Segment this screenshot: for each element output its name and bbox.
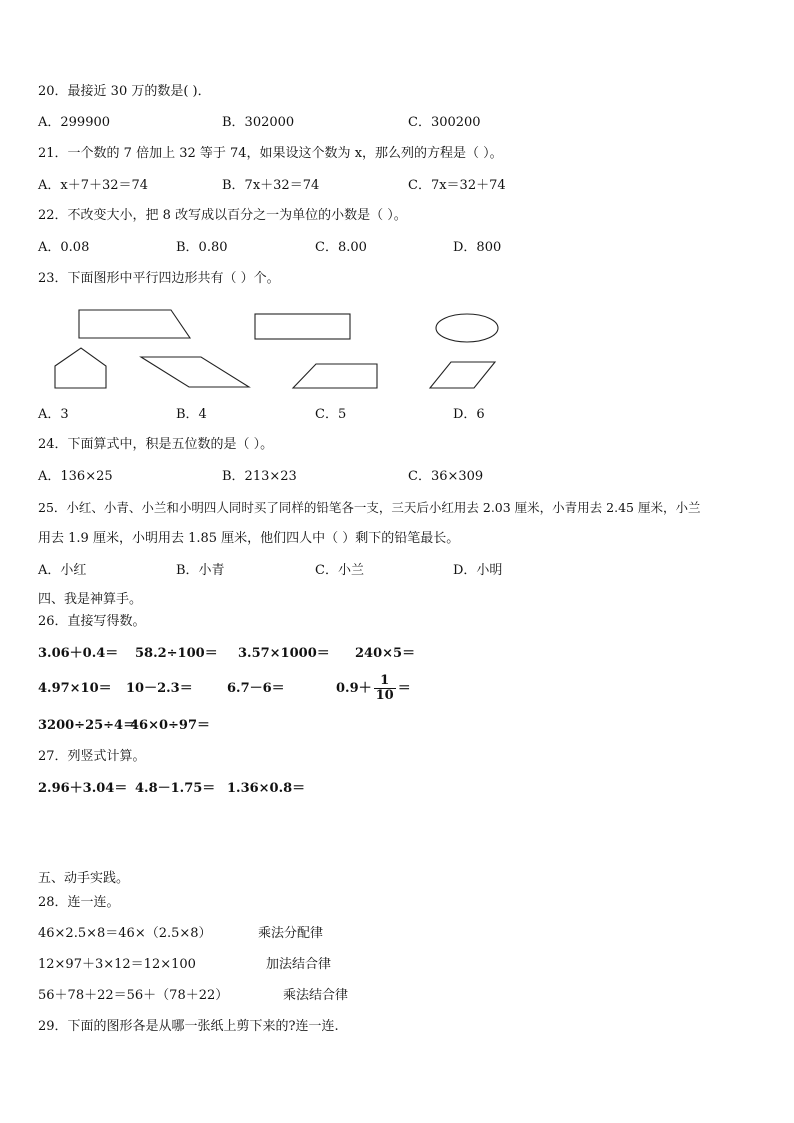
q26-expr-1: 3.06＋0.4＝	[38, 646, 119, 661]
q22-option-d[interactable]: D．800	[453, 240, 502, 255]
q21-stem: 21．一个数的 7 倍加上 32 等于 74，如果设这个数为 x，那么列的方程是（ ）。	[38, 146, 503, 161]
q26-expr-7: 6.7－6＝	[227, 681, 285, 696]
q28-stem: 28．连一连。	[38, 895, 120, 910]
q26-expr-8	[336, 670, 411, 708]
rectangle-shape	[255, 314, 350, 339]
q23-option-a[interactable]: A．3	[38, 407, 69, 422]
q23-option-d[interactable]: D．6	[453, 407, 485, 422]
parallelogram-shape-1	[141, 357, 249, 387]
q27-stem: 27．列竖式计算。	[38, 749, 146, 764]
q21-option-c[interactable]: C．7x＝32＋74	[408, 178, 506, 193]
q27-expr-3: 1.36×0.8＝	[227, 781, 306, 796]
section-5-heading: 五、动手实践。	[38, 871, 130, 886]
q26-expr-4: 240×5＝	[355, 646, 416, 661]
q21-option-a[interactable]: A．x＋7＋32＝74	[38, 178, 149, 193]
q26-expr-2: 58.2÷100＝	[135, 646, 218, 661]
q20-option-a[interactable]: A．299900	[38, 115, 111, 130]
q22-option-b[interactable]: B．0.80	[176, 240, 228, 255]
trapezoid-shape-2	[293, 364, 377, 388]
ellipse-shape	[436, 314, 498, 342]
q24-option-a[interactable]: A．136×25	[38, 469, 113, 484]
fraction-denominator: 10	[375, 688, 394, 703]
fraction	[374, 674, 396, 703]
right-trapezoid-shape	[79, 310, 190, 338]
q20-option-b[interactable]: B．302000	[222, 115, 295, 130]
q26-expr-3: 3.57×1000＝	[238, 646, 330, 661]
q25-option-d[interactable]: D．小明	[453, 563, 503, 578]
q25-stem-line2: 用去 1.9 厘米，小明用去 1.85 厘米，他们四人中（ ）剩下的铅笔最长。	[38, 531, 460, 546]
fraction-numerator: 1	[380, 673, 390, 688]
q24-option-b[interactable]: B．213×23	[222, 469, 297, 484]
q20-stem: 20．最接近 30 万的数是( )．	[38, 84, 211, 99]
q26-expr-10: 46×0÷97＝	[130, 718, 211, 733]
q27-expr-2: 4.8－1.75＝	[135, 781, 216, 796]
q29-stem: 29．下面的图形各是从哪一张纸上剪下来的?连一连.	[38, 1019, 339, 1034]
q20-option-c[interactable]: C．300200	[408, 115, 481, 130]
q23-stem: 23．下面图形中平行四边形共有（ ）个。	[38, 271, 280, 286]
q28-right-2[interactable]: 加法结合律	[266, 957, 332, 972]
q24-option-c[interactable]: C．36×309	[408, 469, 484, 484]
q25-stem-line1: 25．小红、小青、小兰和小明四人同时买了同样的铅笔各一支，三天后小红用去 2.03 厘米，小青用去 2.45 厘米，小兰	[38, 500, 701, 515]
q26-expr-8-suffix: ＝	[397, 681, 411, 696]
q22-option-a[interactable]: A．0.08	[38, 240, 90, 255]
q28-left-3[interactable]: 56＋78＋22＝56＋（78＋22）	[38, 988, 229, 1003]
q26-stem: 26．直接写得数。	[38, 614, 146, 629]
pentagon-shape	[55, 348, 106, 388]
q21-option-b[interactable]: B．7x＋32＝74	[222, 178, 320, 193]
parallelogram-shape-2	[430, 362, 495, 388]
q28-right-3[interactable]: 乘法结合律	[283, 988, 349, 1003]
q25-option-b[interactable]: B．小青	[176, 563, 225, 578]
q26-expr-6: 10－2.3＝	[126, 681, 193, 696]
q27-expr-1: 2.96＋3.04＝	[38, 781, 128, 796]
q28-right-1[interactable]: 乘法分配律	[258, 926, 324, 941]
section-4-heading: 四、我是神算手。	[38, 592, 143, 607]
q23-option-c[interactable]: C．5	[315, 407, 347, 422]
q24-stem: 24．下面算式中，积是五位数的是（ ）。	[38, 437, 274, 452]
q28-left-2[interactable]: 12×97＋3×12＝12×100	[38, 957, 196, 972]
q25-option-a[interactable]: A．小红	[38, 563, 87, 578]
q26-expr-9: 3200÷25÷4＝	[38, 718, 137, 733]
q28-left-1[interactable]: 46×2.5×8＝46×（2.5×8）	[38, 926, 212, 941]
q25-option-c[interactable]: C．小兰	[315, 563, 364, 578]
q22-stem: 22．不改变大小，把 8 改写成以百分之一为单位的小数是（ ）。	[38, 208, 407, 223]
q26-expr-8-prefix: 0.9＋	[336, 681, 372, 696]
q26-expr-5: 4.97×10＝	[38, 681, 112, 696]
q22-option-c[interactable]: C．8.00	[315, 240, 367, 255]
q23-option-b[interactable]: B．4	[176, 407, 207, 422]
